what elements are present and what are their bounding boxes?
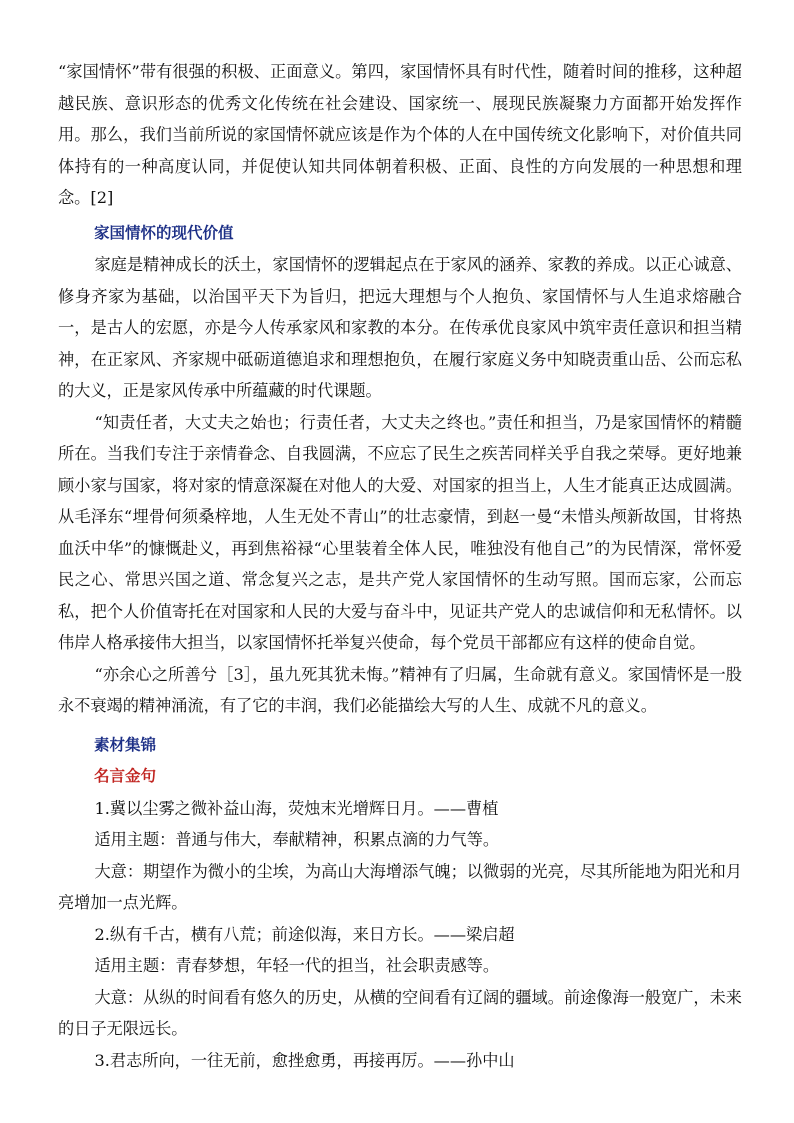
- quote-item-1: 1.冀以尘雾之微补益山海，荧烛末光增辉日月。——曹植: [94, 798, 499, 818]
- quote-theme-2: 适用主题：青春梦想，年轻一代的担当，社会职责感等。: [94, 956, 500, 975]
- quote-item-3: 3.君志所向，一往无前，愈挫愈勇，再接再厉。——孙中山: [94, 1050, 515, 1070]
- document-page: [58, 56, 742, 1076]
- body-paragraph-responsibility: “知责任者，大丈夫之始也；行责任者，大丈夫之终也。”责任和担当，乃是家国情怀的精髓所在。当我们专注于亲情眷念、自我圆满，不应忘了民生之疾苦同样关乎自我之荣辱。更好地兼顾小家与国家，将对家的情意深凝在对他人的大爱、对国家的担当上，人生才能真正达成圆满。从毛泽东“埋骨何须桑梓地，人生无处不青山”的壮志豪情，到赵一曼“未惜头颅新故国，甘将热血沃中华”的慷慨赴义，再到焦裕禄“心里装着全体人民，唯独没有他自己”的为民情深，常怀爱民之心、常思兴国之道、常念复兴之志，是共产党人家国情怀的生动写照。国而忘家，公而忘私，把个人价值寄托在对国家和人民的大爱与奋斗中，见证共产党人的忠诚信仰和无私情怀。以伟岸人格承接伟大担当，以家国情怀托举复兴使命，每个党员干部都应有这样的使命自觉。: [58, 412, 742, 652]
- body-paragraph-spirit: “亦余心之所善兮［3］，虽九死其犹未悔。”精神有了归属，生命就有意义。家国情怀是一股永不衰竭的精神涌流，有了它的丰润，我们必能描绘大写的人生、成就不凡的意义。: [58, 664, 742, 715]
- subheading-famous-quotes: 名言金句: [94, 767, 157, 785]
- body-paragraph-family-style: 家庭是精神成长的沃土，家国情怀的逻辑起点在于家风的涵养、家教的养成。以正心诚意、修身齐家为基础，以治国平天下为旨归，把远大理想与个人抱负、家国情怀与人生追求熔融合一，是古人的宏愿，亦是今人传承家风和家教的本分。在传承优良家风中筑牢责任意识和担当精神，在正家风、齐家规中砥砺道德追求和理想抱负，在履行家庭义务中知晓责重山岳、公而忘私的大义，正是家风传承中所蕴藏的时代课题。: [58, 255, 742, 400]
- quote-theme-1: 适用主题：普通与伟大，奉献精神，积累点滴的力气等。: [94, 830, 500, 849]
- section-heading-materials: 素材集锦: [94, 735, 157, 754]
- quote-meaning-1: 大意：期望作为微小的尘埃，为高山大海增添气魄；以微弱的光亮，尽其所能地为阳光和月亮增加一点光辉。: [58, 861, 742, 912]
- quote-item-2: 2.纵有千古，横有八荒；前途似海，来日方长。——梁启超: [94, 924, 515, 944]
- intro-paragraph: “家国情怀”带有很强的积极、正面意义。第四，家国情怀具有时代性，随着时间的推移，这种超越民族、意识形态的优秀文化传统在社会建设、国家统一、展现民族凝聚力方面都开始发挥作用。那么，我们当前所说的家国情怀就应该是作为个体的人在中国传统文化影响下，对价值共同体持有的一种高度认同，并促使认知共同体朝着积极、正面、良性的方向发展的一种思想和理念。[2]: [58, 62, 742, 207]
- section-heading-modern-value: 家国情怀的现代价值: [94, 223, 234, 242]
- quote-meaning-2: 大意：从纵的时间看有悠久的历史，从横的空间看有辽阔的疆域。前途像海一般宽广，未来的日子无限远长。: [58, 987, 742, 1038]
